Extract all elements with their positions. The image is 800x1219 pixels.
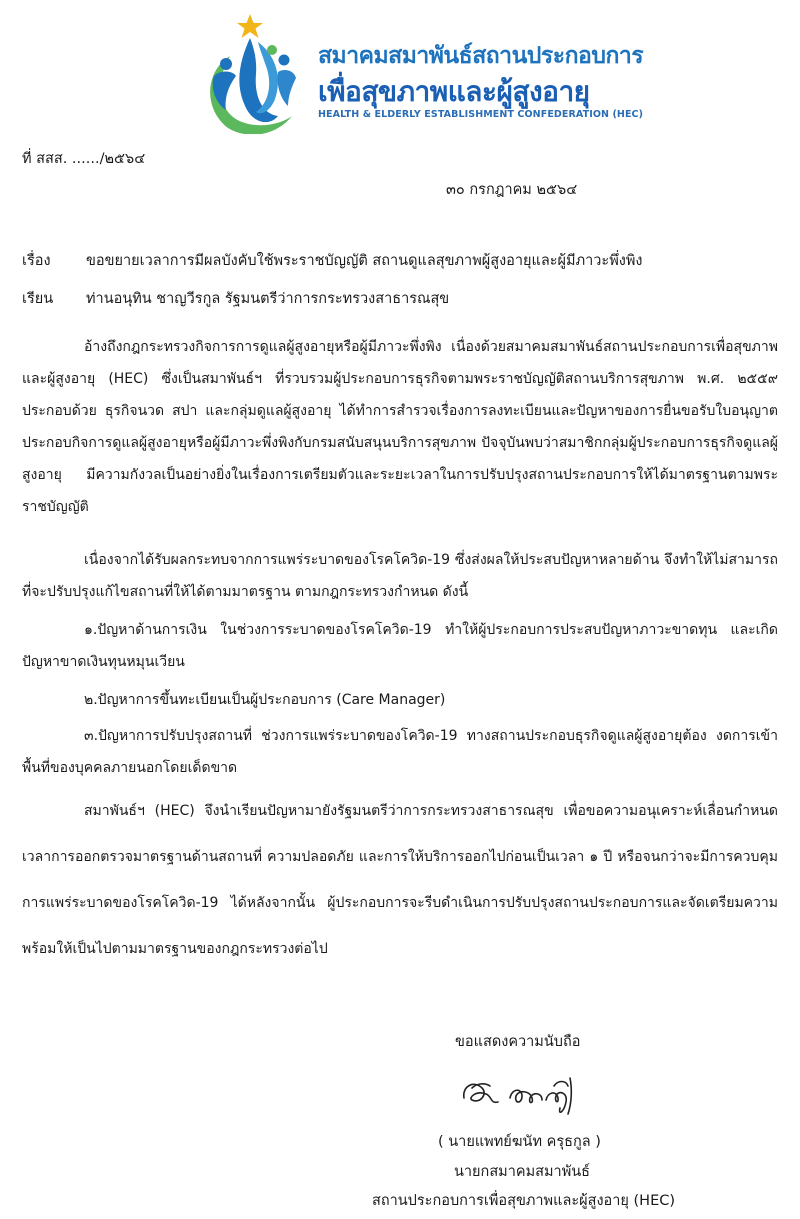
letter-date: ๓๐ กรกฎาคม ๒๕๖๔ <box>446 182 578 198</box>
body-paragraph-2: เนื่องจากได้รับผลกระทบจากการแพร่ระบาดของโรคโควิด-19 ซึ่งส่งผลให้ประสบปัญหาหลายด้าน จึงทำให้ไม่สามารถที่จะปรับปรุงแก้ไขสถานที่ให้ได้ตามมาตรฐาน ตามกฎกระทรวงกำหนด ดังนี้ <box>22 552 778 600</box>
body-paragraph-3: สมาพันธ์ฯ (HEC) จึงนำเรียนปัญหามายังรัฐมนตรีว่าการกระทรวงสาธารณสุข เพื่อขอความอนุเคราะห์เลื่อนกำหนดเวลาการออกตรวจมาตรฐานด้านสถานที่ ความปลอดภัย และการให้บริการออกไปก่อนเป็นเวลา ๑ ปี หรือจนกว่าจะมีการควบคุมการแพร่ระบาดของโรคโควิด-19 ได้หลังจากนั้น ผู้ประกอบการจะรีบดำเนินการปรับปรุงสถานประกอบการและจัดเตรียมความพร้อมให้เป็นไปตามมาตรฐานของกฎกระทรวงต่อไป <box>22 803 778 957</box>
to-text: ท่านอนุทิน ชาญวีรกูล รัฐมนตรีว่าการกระทรวงสาธารณสุข <box>86 291 450 307</box>
body-paragraph-1: อ้างถึงกฎกระทรวงกิจการการดูแลผู้สูงอายุหรือผู้มีภาวะพึ่งพิง เนื่องด้วยสมาคมสมาพันธ์สถานประกอบการเพื่อสุขภาพและผู้สูงอายุ (HEC) ซึ่งเป็นสมาพันธ์ฯ ที่รวบรวมผู้ประกอบการธุรกิจตามพระราชบัญญัติสถานบริการสุขภาพ พ.ศ. ๒๕๕๙ ประกอบด้วย ธุรกิจนวด สปา และกลุ่มดูแลผู้สูงอายุ ได้ทำการสำรวจเรื่องการลงทะเบียนและปัญหาของการยื่นขอรับใบอนุญาตประกอบกิจการดูแลผู้สูงอายุหรือผู้มีภาวะพึ่งพิงกับกรมสนับสนุนบริการสุขภาพ ปัจจุบันพบว่าสมาชิกกลุ่มผู้ประกอบการธุรกิจดูแลผู้สูงอายุ มีความกังวลเป็นอย่างยิ่งในเรื่องการเตรียมตัวและระยะเวลาในการปรับปรุงสถานประกอบการให้ได้มาตรฐานตามพระราชบัญญัติ <box>22 339 778 515</box>
org-name-th-line1: สมาคมสมาพันธ์สถานประกอบการ <box>318 43 644 69</box>
subject-label: เรื่อง <box>22 253 51 269</box>
closing-text: ขอแสดงความนับถือ <box>455 1034 581 1050</box>
signature-icon <box>458 1068 588 1120</box>
subject-text: ขอขยายเวลาการมีผลบังคับใช้พระราชบัญญัติ สถานดูแลสุขภาพผู้สูงอายุและผู้มีภาวะพึ่งพิง <box>86 253 643 269</box>
problem-item-1: ๑.ปัญหาด้านการเงิน ในช่วงการระบาดของโรคโควิด-19 ทำให้ผู้ประกอบการประสบปัญหาภาวะขาดทุน และเกิดปัญหาขาดเงินทุนหมุนเวียน <box>22 622 778 670</box>
problem-item-2: ๒.ปัญหาการขึ้นทะเบียนเป็นผู้ประกอบการ (Care Manager) <box>84 692 446 708</box>
problem-item-3: ๓.ปัญหาการปรับปรุงสถานที่ ช่วงการแพร่ระบาดของโควิด-19 ทางสถานประกอบธุรกิจดูแลผู้สูงอายุต้อง งดการเข้าพื้นที่ของบุคคลภายนอกโดยเด็ดขาด <box>22 728 778 776</box>
to-label: เรียน <box>22 291 54 307</box>
letter-reference: ที่ สสส. ....../๒๕๖๔ <box>22 151 146 167</box>
org-name-en: HEALTH & ELDERLY ESTABLISHMENT CONFEDERATION (HEC) <box>318 109 644 120</box>
signer-name: ( นายแพทย์ฆนัท ครุธกูล ) <box>438 1134 601 1150</box>
signer-organization: สถานประกอบการเพื่อสุขภาพและผู้สูงอายุ (HEC) <box>372 1193 676 1209</box>
signer-position: นายกสมาคมสมาพันธ์ <box>454 1164 591 1180</box>
org-name-th-line2: เพื่อสุขภาพและผู้สูงอายุ <box>318 75 590 108</box>
hec-logo-icon <box>200 12 306 134</box>
